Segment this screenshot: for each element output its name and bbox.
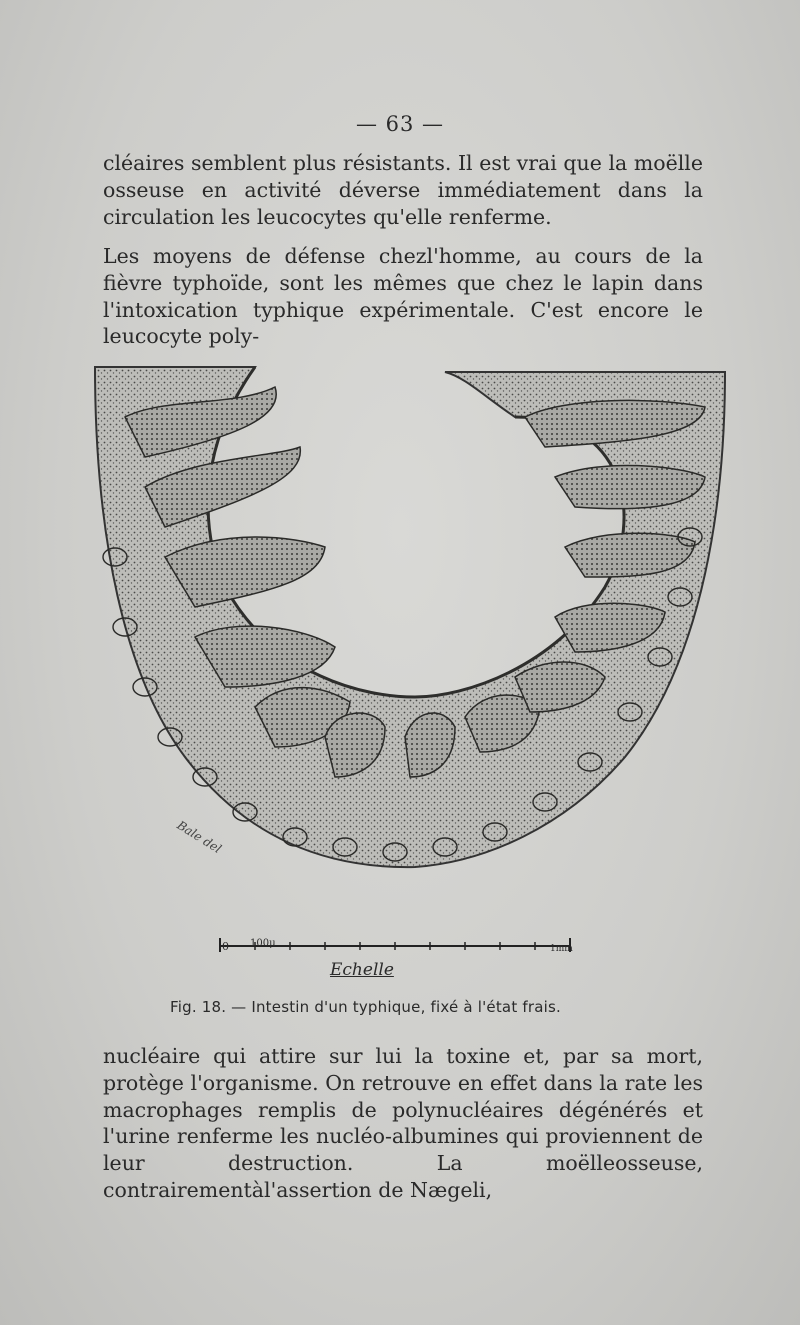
artist-signature: Bale del bbox=[174, 818, 224, 857]
paragraph-1: cléaires semblent plus résistants. Il est vrai que la moëlle osseuse en activité déverse immédiatement dans la circulation les leucocytes qu'elle renferme. bbox=[103, 151, 703, 229]
scale-bar bbox=[190, 930, 610, 980]
page-number: — 63 — bbox=[355, 112, 445, 136]
paragraph-2: Les moyens de défense chezl'homme, au cours de la fièvre typhoïde, sont les mêmes que chez le lapin dans l'intoxication typhique expérimentale. C'est encore le leucocyte poly- bbox=[103, 244, 703, 349]
scale-end-label: 1mm bbox=[550, 944, 573, 954]
scale-title: Echelle bbox=[330, 960, 394, 980]
paragraph-3: nucléaire qui attire sur lui la toxine et, par sa mort, protège l'organisme. On retrouve en effet dans la rate les macrophages remplis de polynucléaires dégénérés et l'urine renferme les nucléo-albumines qui proviennent de leur destruction. La moëlleosseuse, contrairementàl'assertion de Nægeli, bbox=[103, 1044, 703, 1202]
scale-zero-label: 0 bbox=[222, 940, 229, 953]
figure-caption: Fig. 18. — Intestin d'un typhique, fixé à l'état frais. bbox=[170, 998, 561, 1016]
scale-mid-label: 100μ bbox=[250, 938, 276, 949]
